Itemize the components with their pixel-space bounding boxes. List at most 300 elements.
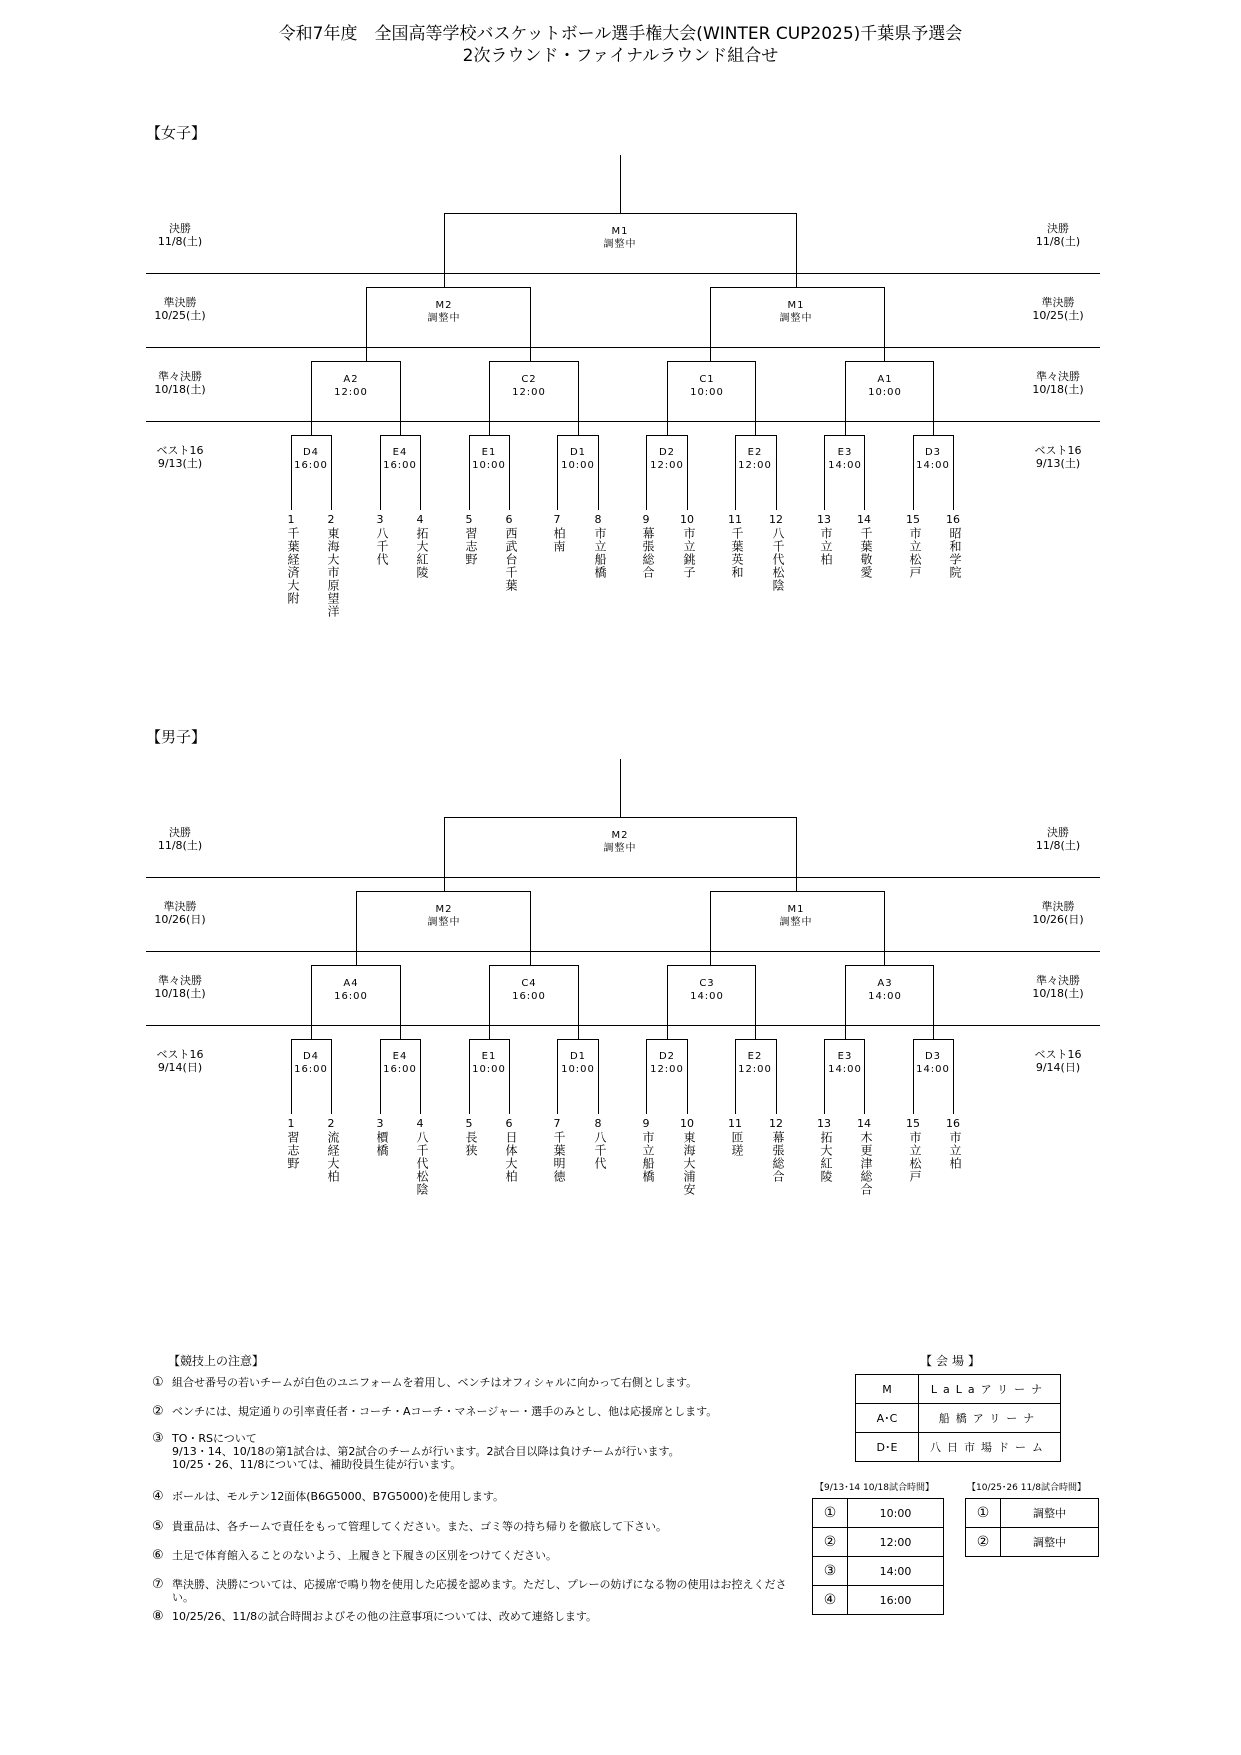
- women-r16-time: 12:00: [650, 460, 684, 471]
- men-team-leg: [291, 1039, 292, 1114]
- men-r16-code: D3: [924, 1051, 942, 1062]
- women-quarter-leg: [933, 361, 934, 435]
- men-semi-bar: [710, 891, 884, 892]
- venue-code: A･C: [856, 1404, 919, 1433]
- note-text: 組合せ番号の若いチームが白色のユニフォームを着用し、ベンチはオフィシャルに向かって右側とします。: [172, 1376, 698, 1389]
- women-team-leg: [509, 435, 510, 510]
- men-final-leg: [796, 817, 797, 891]
- women-team-number: 14: [857, 513, 871, 526]
- men-round-date-left: 9/14(日): [157, 1061, 203, 1074]
- women-team-leg: [735, 435, 736, 510]
- women-team-leg: [331, 435, 332, 510]
- women-team-number: 1: [287, 513, 295, 526]
- women-team-name: 市立銚子: [682, 527, 696, 579]
- men-team-number: 16: [946, 1117, 960, 1130]
- men-r16-bar: [557, 1039, 598, 1040]
- note-text: 貴重品は、各チームで責任をもって管理してください。また、ゴミ等の持ち帰りを徹底して下さい。: [172, 1520, 667, 1533]
- women-team-name: 市立船橋: [593, 527, 607, 579]
- men-quarter-leg: [311, 965, 312, 1039]
- times2-mark: ①: [966, 1499, 1001, 1528]
- men-round-name-right: 準々決勝: [1036, 974, 1080, 987]
- men-round-date-left: 10/18(土): [154, 987, 206, 1000]
- women-final-bar: [444, 213, 796, 214]
- times2-table: [965, 1498, 1099, 1557]
- men-r16-code: D4: [302, 1051, 320, 1062]
- women-team-name: 拓大紅陵: [415, 527, 429, 579]
- women-semi-time: 調整中: [427, 313, 461, 324]
- men-team-leg: [509, 1039, 510, 1114]
- women-r16-code: E1: [481, 447, 497, 458]
- men-team-leg: [913, 1039, 914, 1114]
- times1-time: 14:00: [848, 1557, 944, 1586]
- women-r16-bar: [380, 435, 420, 436]
- women-team-number: 8: [594, 513, 602, 526]
- men-round-date-right: 11/8(土): [1035, 839, 1081, 852]
- women-r16-time: 14:00: [916, 460, 950, 471]
- women-r16-bar: [824, 435, 864, 436]
- note-item: [152, 1520, 792, 1533]
- note-text: 10/25/26、11/8の試合時間およびその他の注意事項については、改めて連絡します。: [172, 1610, 598, 1623]
- note-text: ベンチには、規定通りの引率責任者・コーチ・Aコーチ・マネージャー・選手のみとし、他は応援席とします。: [172, 1405, 718, 1418]
- note-item: [152, 1490, 792, 1503]
- men-team-name: 匝瑳: [730, 1131, 744, 1157]
- women-r16-code: D3: [924, 447, 942, 458]
- venue-name: 船橋アリーナ: [919, 1404, 1061, 1433]
- men-quarter-code: C3: [699, 978, 715, 989]
- women-quarter-code: A1: [877, 374, 893, 385]
- women-semi-code: M1: [787, 300, 805, 311]
- note-text: 準決勝、決勝については、応援席で鳴り物を使用した応援を認めます。ただし、プレーの妨げになる物の使用はお控えください。: [172, 1578, 787, 1604]
- women-r16-bar: [913, 435, 953, 436]
- women-final-time: 調整中: [603, 239, 637, 250]
- men-team-leg: [469, 1039, 470, 1114]
- men-team-number: 11: [728, 1117, 742, 1130]
- men-round-date-left: 11/8(土): [157, 839, 203, 852]
- women-semi-leg: [884, 287, 885, 361]
- note-text: ボールは、モルテン12面体(B6G5000、B7G5000)を使用します。: [172, 1490, 505, 1503]
- women-r16-time: 16:00: [383, 460, 417, 471]
- note-mark: ④: [152, 1489, 164, 1504]
- women-r16-bar: [646, 435, 687, 436]
- men-r16-code: E3: [837, 1051, 853, 1062]
- note-item: [152, 1610, 792, 1623]
- men-r16-time: 16:00: [294, 1064, 328, 1075]
- women-quarter-code: C1: [699, 374, 715, 385]
- women-team-name: 東海大市原望洋: [326, 527, 340, 618]
- women-semi-bar: [710, 287, 884, 288]
- men-team-leg: [953, 1039, 954, 1114]
- note-item: [152, 1578, 792, 1604]
- men-team-name: 幕張総合: [771, 1131, 785, 1183]
- women-team-name: 八千代: [375, 527, 389, 566]
- women-quarter-leg: [400, 361, 401, 435]
- men-team-name: 習志野: [286, 1131, 300, 1170]
- women-team-number: 10: [680, 513, 694, 526]
- women-team-leg: [469, 435, 470, 510]
- women-semi-bar: [366, 287, 530, 288]
- times1-mark: ①: [813, 1499, 848, 1528]
- men-team-number: 14: [857, 1117, 871, 1130]
- women-round-date-right: 10/18(土): [1032, 383, 1084, 396]
- men-semi-time: 調整中: [427, 917, 461, 928]
- men-quarter-time: 14:00: [868, 991, 902, 1002]
- times1-mark: ③: [813, 1557, 848, 1586]
- women-round-name-left: ベスト16: [156, 444, 204, 457]
- women-quarter-bar: [311, 361, 400, 362]
- men-team-leg: [735, 1039, 736, 1114]
- men-team-number: 5: [465, 1117, 473, 1130]
- men-quarter-bar: [667, 965, 755, 966]
- men-quarter-code: A4: [343, 978, 359, 989]
- women-semi-code: M2: [435, 300, 453, 311]
- women-heading: 【女子】: [146, 124, 207, 142]
- women-round-divider: [146, 347, 1100, 348]
- women-round-name-right: 準々決勝: [1036, 370, 1080, 383]
- times1-title: 【9/13･14 10/18試合時間】: [815, 1483, 934, 1493]
- times2-title: 【10/25･26 11/8試合時間】: [967, 1483, 1086, 1493]
- women-r16-bar: [735, 435, 776, 436]
- men-team-number: 12: [769, 1117, 783, 1130]
- men-quarter-time: 16:00: [334, 991, 368, 1002]
- women-team-number: 12: [769, 513, 783, 526]
- women-quarter-leg: [311, 361, 312, 435]
- women-final-stem: [620, 155, 621, 213]
- men-quarter-leg: [667, 965, 668, 1039]
- men-team-number: 4: [416, 1117, 424, 1130]
- women-team-name: 八千代松陰: [771, 527, 785, 592]
- women-round-name-right: ベスト16: [1034, 444, 1082, 457]
- men-r16-bar: [646, 1039, 687, 1040]
- men-r16-bar: [824, 1039, 864, 1040]
- women-team-name: 千葉英和: [730, 527, 744, 579]
- note-mark: ⑧: [152, 1609, 164, 1624]
- notes-title: 【競技上の注意】: [168, 1354, 265, 1368]
- women-r16-time: 16:00: [294, 460, 328, 471]
- women-r16-bar: [291, 435, 331, 436]
- men-heading: 【男子】: [146, 728, 207, 746]
- women-round-date-left: 9/13(土): [157, 457, 203, 470]
- men-quarter-leg: [755, 965, 756, 1039]
- women-team-number: 2: [327, 513, 335, 526]
- men-team-leg: [824, 1039, 825, 1114]
- women-team-leg: [913, 435, 914, 510]
- women-semi-leg: [710, 287, 711, 361]
- men-round-date-right: 10/26(日): [1032, 913, 1084, 926]
- men-quarter-leg: [933, 965, 934, 1039]
- women-r16-code: D4: [302, 447, 320, 458]
- note-mark: ⑤: [152, 1519, 164, 1534]
- women-round-name-right: 決勝: [1047, 222, 1069, 235]
- men-final-stem: [620, 759, 621, 817]
- men-quarter-bar: [489, 965, 578, 966]
- women-final-leg: [796, 213, 797, 287]
- note-mark: ⑦: [152, 1577, 164, 1592]
- men-final-leg: [444, 817, 445, 891]
- women-quarter-time: 12:00: [512, 387, 546, 398]
- venue-row: [856, 1433, 1061, 1462]
- women-team-name: 幕張総合: [641, 527, 655, 579]
- times1-time: 16:00: [848, 1586, 944, 1615]
- men-semi-bar: [356, 891, 530, 892]
- women-team-name: 千葉経済大附: [286, 527, 300, 605]
- men-semi-leg: [356, 891, 357, 965]
- women-team-leg: [598, 435, 599, 510]
- men-quarter-time: 16:00: [512, 991, 546, 1002]
- women-final-code: M1: [611, 226, 629, 237]
- men-team-leg: [646, 1039, 647, 1114]
- men-round-date-right: 10/18(土): [1032, 987, 1084, 1000]
- venue-row: [856, 1375, 1061, 1404]
- men-r16-time: 10:00: [472, 1064, 506, 1075]
- men-round-name-right: 準決勝: [1041, 900, 1075, 913]
- women-team-name: 市立柏: [819, 527, 833, 566]
- times2-time: 調整中: [1001, 1528, 1099, 1557]
- men-round-date-left: 10/26(日): [154, 913, 206, 926]
- women-quarter-leg: [845, 361, 846, 435]
- men-team-name: 拓大紅陵: [819, 1131, 833, 1183]
- men-team-leg: [687, 1039, 688, 1114]
- women-team-number: 13: [817, 513, 831, 526]
- women-r16-time: 14:00: [828, 460, 862, 471]
- women-quarter-time: 10:00: [690, 387, 724, 398]
- page-subtitle: 2次ラウンド・ファイナルラウンド組合せ: [462, 46, 779, 66]
- men-team-name: 日体大柏: [504, 1131, 518, 1183]
- women-round-date-left: 10/25(土): [154, 309, 206, 322]
- women-team-number: 16: [946, 513, 960, 526]
- women-team-number: 6: [505, 513, 513, 526]
- men-round-divider: [146, 877, 1100, 878]
- men-team-number: 7: [553, 1117, 561, 1130]
- women-round-divider: [146, 421, 1100, 422]
- note-mark: ②: [152, 1404, 164, 1419]
- women-round-name-right: 準決勝: [1041, 296, 1075, 309]
- men-team-leg: [557, 1039, 558, 1114]
- men-r16-code: D2: [658, 1051, 676, 1062]
- note-item: [152, 1432, 792, 1471]
- men-team-number: 3: [376, 1117, 384, 1130]
- women-team-name: 市立松戸: [908, 527, 922, 579]
- men-team-name: 東海大浦安: [682, 1131, 696, 1196]
- men-semi-leg: [710, 891, 711, 965]
- women-team-name: 千葉敬愛: [859, 527, 873, 579]
- note-mark: ③: [152, 1431, 164, 1446]
- women-quarter-time: 10:00: [868, 387, 902, 398]
- venue-name: 八日市場ドーム: [919, 1433, 1061, 1462]
- men-round-name-left: 決勝: [169, 826, 191, 839]
- times1-table: [812, 1498, 944, 1615]
- men-r16-code: E4: [392, 1051, 408, 1062]
- note-item: [152, 1405, 792, 1418]
- women-r16-code: E2: [747, 447, 763, 458]
- note-item: [152, 1376, 792, 1389]
- times2-row: [966, 1528, 1099, 1557]
- men-team-name: 千葉明徳: [552, 1131, 566, 1183]
- men-round-divider: [146, 1025, 1100, 1026]
- men-quarter-leg: [400, 965, 401, 1039]
- women-r16-time: 10:00: [561, 460, 595, 471]
- women-quarter-bar: [845, 361, 933, 362]
- men-round-name-left: ベスト16: [156, 1048, 204, 1061]
- times1-row: [813, 1528, 944, 1557]
- men-team-name: 八千代松陰: [415, 1131, 429, 1196]
- men-r16-code: E2: [747, 1051, 763, 1062]
- venue-row: [856, 1404, 1061, 1433]
- note-text: TO・RSについて 9/13・14、10/18の第1試合は、第2試合のチームが行います。2試合目以降は負けチームが行います。 10/25・26、11/8については、補助役員生徒が行います。: [172, 1432, 680, 1471]
- women-team-leg: [557, 435, 558, 510]
- men-quarter-code: A3: [877, 978, 893, 989]
- men-team-number: 15: [906, 1117, 920, 1130]
- men-r16-time: 10:00: [561, 1064, 595, 1075]
- women-team-name: 柏南: [552, 527, 566, 553]
- venue-table: [855, 1374, 1061, 1462]
- venue-title: 【会場】: [920, 1354, 985, 1368]
- men-team-leg: [380, 1039, 381, 1114]
- women-team-number: 11: [728, 513, 742, 526]
- men-semi-code: M1: [787, 904, 805, 915]
- men-semi-leg: [530, 891, 531, 965]
- men-team-name: 檟橋: [375, 1131, 389, 1157]
- women-quarter-bar: [667, 361, 755, 362]
- men-team-name: 流経大柏: [326, 1131, 340, 1183]
- men-round-divider: [146, 951, 1100, 952]
- men-team-name: 市立松戸: [908, 1131, 922, 1183]
- women-quarter-leg: [489, 361, 490, 435]
- men-team-leg: [776, 1039, 777, 1114]
- men-team-number: 10: [680, 1117, 694, 1130]
- men-team-name: 市立船橋: [641, 1131, 655, 1183]
- women-round-name-left: 準々決勝: [158, 370, 202, 383]
- men-team-leg: [331, 1039, 332, 1114]
- men-quarter-code: C4: [521, 978, 537, 989]
- women-r16-bar: [469, 435, 509, 436]
- men-team-leg: [598, 1039, 599, 1114]
- women-team-leg: [646, 435, 647, 510]
- times1-row: [813, 1557, 944, 1586]
- women-quarter-leg: [755, 361, 756, 435]
- men-r16-bar: [380, 1039, 420, 1040]
- men-r16-time: 14:00: [828, 1064, 862, 1075]
- note-mark: ⑥: [152, 1548, 164, 1563]
- men-quarter-leg: [845, 965, 846, 1039]
- women-r16-code: D2: [658, 447, 676, 458]
- men-team-number: 8: [594, 1117, 602, 1130]
- women-team-number: 4: [416, 513, 424, 526]
- women-team-number: 5: [465, 513, 473, 526]
- men-team-number: 9: [642, 1117, 650, 1130]
- times2-time: 調整中: [1001, 1499, 1099, 1528]
- women-round-date-right: 9/13(土): [1035, 457, 1081, 470]
- men-round-date-right: 9/14(日): [1035, 1061, 1081, 1074]
- women-semi-leg: [366, 287, 367, 361]
- men-round-name-left: 準々決勝: [158, 974, 202, 987]
- women-team-number: 9: [642, 513, 650, 526]
- men-team-number: 6: [505, 1117, 513, 1130]
- page-title: 令和7年度 全国高等学校バスケットボール選手権大会(WINTER CUP2025)千葉県予選会: [278, 24, 963, 44]
- men-quarter-time: 14:00: [690, 991, 724, 1002]
- women-team-leg: [380, 435, 381, 510]
- men-r16-code: D1: [569, 1051, 587, 1062]
- men-r16-bar: [735, 1039, 776, 1040]
- women-round-name-left: 準決勝: [163, 296, 197, 309]
- women-team-name: 習志野: [464, 527, 478, 566]
- men-team-leg: [420, 1039, 421, 1114]
- women-quarter-code: A2: [343, 374, 359, 385]
- men-semi-code: M2: [435, 904, 453, 915]
- women-semi-leg: [530, 287, 531, 361]
- men-team-name: 八千代: [593, 1131, 607, 1170]
- times1-row: [813, 1586, 944, 1615]
- men-team-name: 木更津総合: [859, 1131, 873, 1196]
- men-r16-bar: [291, 1039, 331, 1040]
- men-round-name-left: 準決勝: [163, 900, 197, 913]
- women-team-name: 西武台千葉: [504, 527, 518, 592]
- note-text: 土足で体育館入ることのないよう、上履きと下履きの区別をつけてください。: [172, 1549, 557, 1562]
- men-final-time: 調整中: [603, 843, 637, 854]
- times1-time: 10:00: [848, 1499, 944, 1528]
- men-r16-time: 16:00: [383, 1064, 417, 1075]
- women-r16-time: 10:00: [472, 460, 506, 471]
- women-team-leg: [824, 435, 825, 510]
- men-r16-bar: [469, 1039, 509, 1040]
- women-team-leg: [864, 435, 865, 510]
- women-semi-time: 調整中: [779, 313, 813, 324]
- women-team-leg: [687, 435, 688, 510]
- men-r16-time: 12:00: [738, 1064, 772, 1075]
- men-team-number: 2: [327, 1117, 335, 1130]
- men-semi-leg: [884, 891, 885, 965]
- times1-time: 12:00: [848, 1528, 944, 1557]
- women-round-date-right: 11/8(土): [1035, 235, 1081, 248]
- times1-mark: ④: [813, 1586, 848, 1615]
- men-team-leg: [864, 1039, 865, 1114]
- women-team-number: 15: [906, 513, 920, 526]
- women-r16-time: 12:00: [738, 460, 772, 471]
- women-team-number: 3: [376, 513, 384, 526]
- men-team-name: 市立柏: [948, 1131, 962, 1170]
- men-r16-bar: [913, 1039, 953, 1040]
- men-quarter-bar: [845, 965, 933, 966]
- men-round-name-right: 決勝: [1047, 826, 1069, 839]
- times2-row: [966, 1499, 1099, 1528]
- men-r16-code: E1: [481, 1051, 497, 1062]
- men-quarter-leg: [578, 965, 579, 1039]
- women-round-divider: [146, 273, 1100, 274]
- note-item: [152, 1549, 792, 1562]
- women-quarter-code: C2: [521, 374, 537, 385]
- women-quarter-leg: [578, 361, 579, 435]
- women-round-date-left: 10/18(土): [154, 383, 206, 396]
- women-team-leg: [953, 435, 954, 510]
- women-r16-code: E3: [837, 447, 853, 458]
- men-r16-time: 12:00: [650, 1064, 684, 1075]
- men-final-code: M2: [611, 830, 629, 841]
- women-team-leg: [291, 435, 292, 510]
- women-team-leg: [776, 435, 777, 510]
- women-round-name-left: 決勝: [169, 222, 191, 235]
- men-team-number: 13: [817, 1117, 831, 1130]
- men-final-bar: [444, 817, 796, 818]
- women-team-number: 7: [553, 513, 561, 526]
- times1-row: [813, 1499, 944, 1528]
- men-team-name: 長狭: [464, 1131, 478, 1157]
- times1-mark: ②: [813, 1528, 848, 1557]
- women-quarter-time: 12:00: [334, 387, 368, 398]
- men-quarter-leg: [489, 965, 490, 1039]
- venue-code: D･E: [856, 1433, 919, 1462]
- men-round-name-right: ベスト16: [1034, 1048, 1082, 1061]
- women-quarter-bar: [489, 361, 578, 362]
- women-round-date-right: 10/25(土): [1032, 309, 1084, 322]
